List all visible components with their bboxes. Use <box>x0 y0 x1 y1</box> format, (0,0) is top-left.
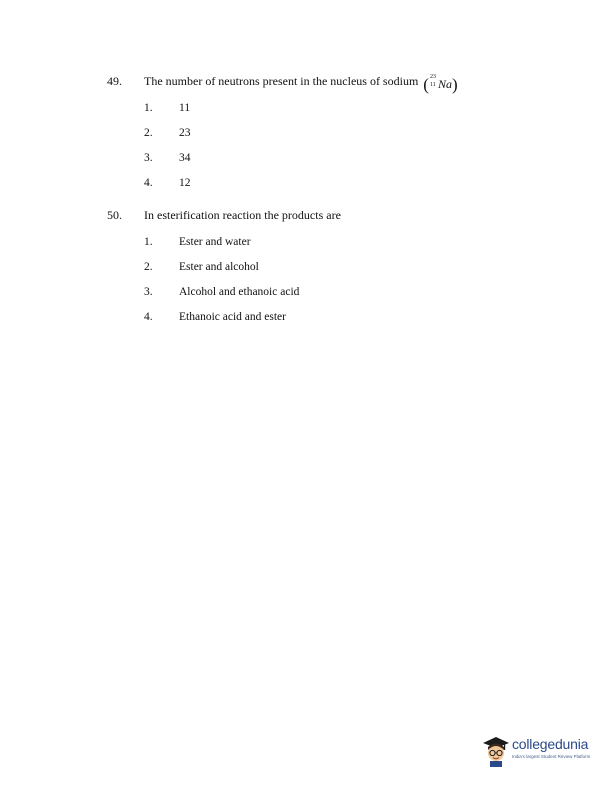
option-text: 12 <box>179 177 191 189</box>
options-list <box>144 235 544 335</box>
option-2 <box>144 260 544 285</box>
logo-tagline: India's largest Student Review Platform <box>512 754 591 759</box>
close-paren: ) <box>451 75 458 94</box>
collegedunia-logo <box>481 734 599 768</box>
option-number: 3. <box>144 286 153 298</box>
option-3 <box>144 285 544 310</box>
mass-number: 23 <box>429 74 436 80</box>
question-text <box>144 74 458 92</box>
open-paren: ( <box>423 75 429 94</box>
logo-wordmark: collegedunia <box>512 736 589 752</box>
option-2 <box>144 126 544 151</box>
graduate-mascot-icon <box>481 734 511 768</box>
option-1 <box>144 101 544 126</box>
option-3 <box>144 151 544 176</box>
question-text-content: The number of neutrons present in the nucleus of sodium <box>144 74 419 88</box>
option-4 <box>144 176 544 201</box>
question-number: 49. <box>107 74 122 88</box>
question-text: In esterification reaction the products are <box>144 208 341 222</box>
atomic-number: 11 <box>429 82 436 88</box>
option-text: 11 <box>179 102 191 114</box>
option-text: Ester and alcohol <box>179 261 259 273</box>
option-1 <box>144 235 544 260</box>
option-number: 2. <box>144 127 153 139</box>
option-text: Ester and water <box>179 236 251 248</box>
option-text: Ethanoic acid and ester <box>179 311 286 323</box>
option-text: 34 <box>179 152 191 164</box>
option-number: 1. <box>144 102 153 114</box>
option-number: 3. <box>144 152 153 164</box>
option-number: 4. <box>144 311 153 323</box>
element-symbol: Na <box>437 77 452 91</box>
question-number: 50. <box>107 208 122 222</box>
option-text: Alcohol and ethanoic acid <box>179 286 300 298</box>
option-number: 2. <box>144 261 153 273</box>
option-4 <box>144 310 544 335</box>
options-list <box>144 101 544 201</box>
option-number: 1. <box>144 236 153 248</box>
nuclide-numbers <box>429 76 438 90</box>
sodium-isotope-notation <box>423 76 457 92</box>
option-text: 23 <box>179 127 191 139</box>
option-number: 4. <box>144 177 153 189</box>
